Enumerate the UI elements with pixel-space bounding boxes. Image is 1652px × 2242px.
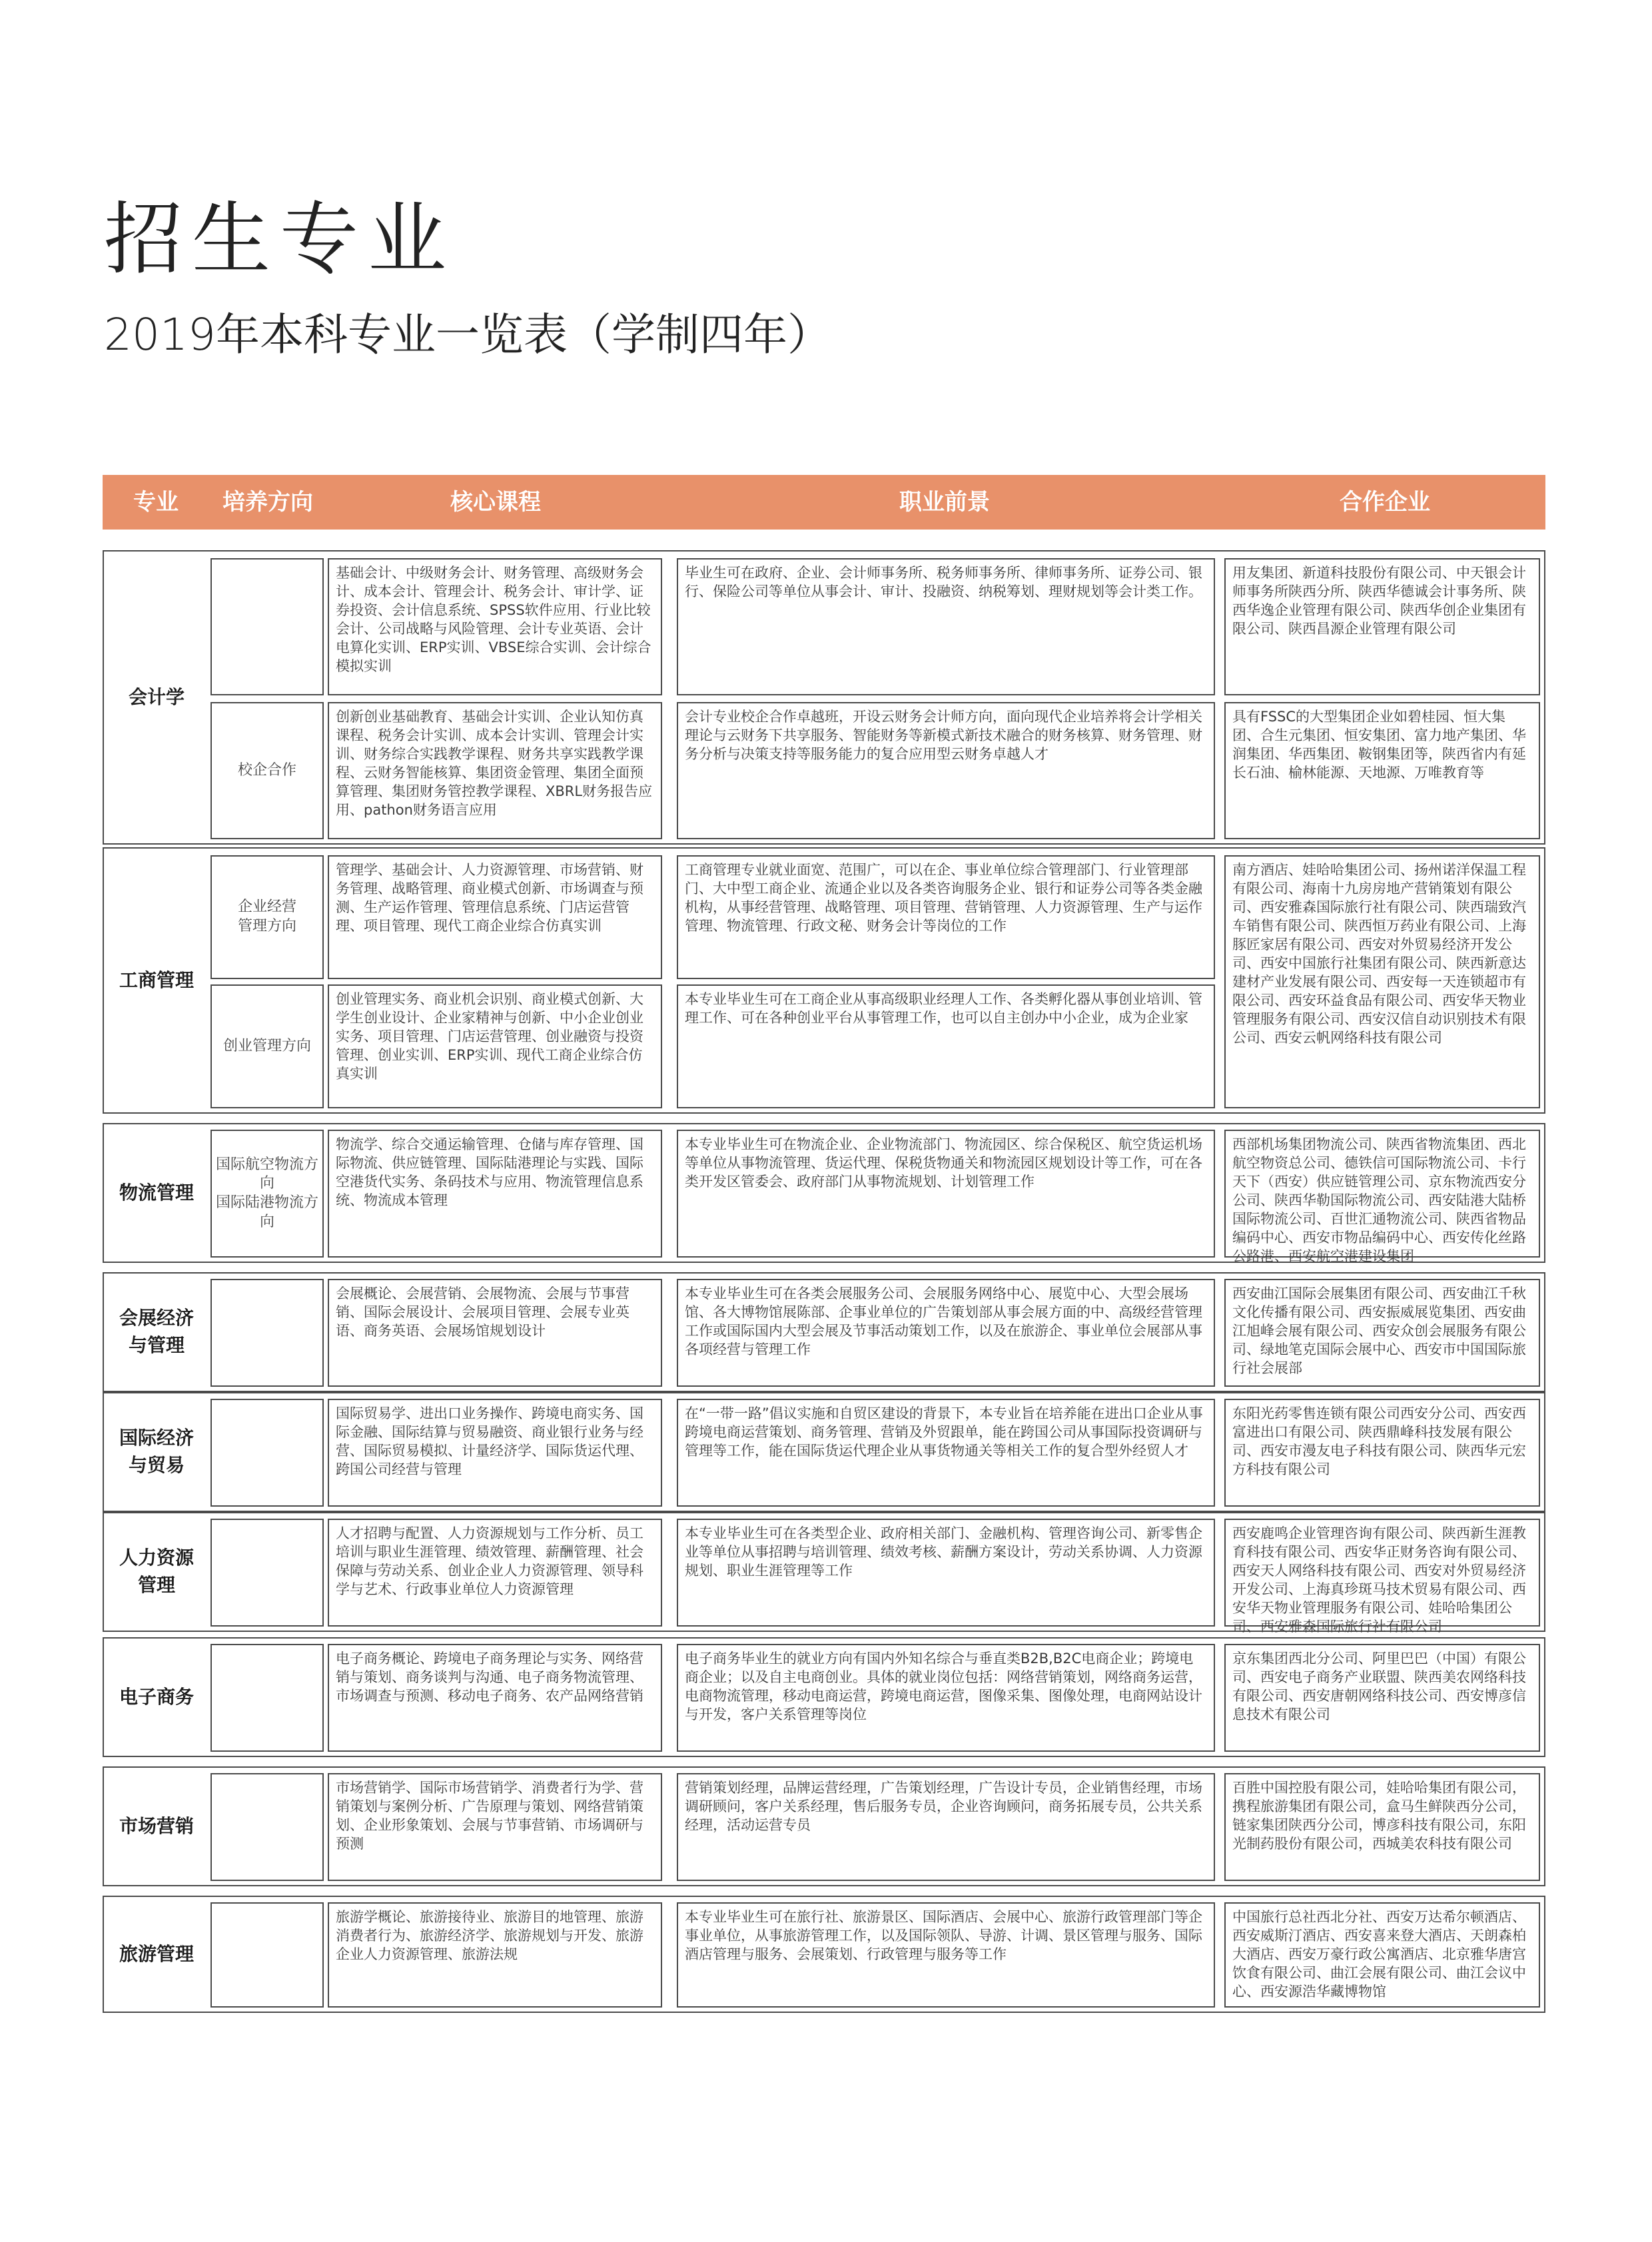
partners-cell: 京东集团西北分公司、阿里巴巴（中国）有限公司、西安电子商务产业联盟、陕西美农网络科技有限公司、西安唐朝网络科技公司、西安博彦信息技术有限公司 — [1224, 1644, 1540, 1752]
courses-cell: 人才招聘与配置、人力资源规划与工作分析、员工培训与职业生涯管理、绩效管理、薪酬管理、社会保障与劳动关系、创业企业人力资源管理、领导科学与艺术、行政事业单位人力资源管理 — [328, 1519, 662, 1627]
direction-cell — [210, 1279, 324, 1387]
prospects-cell: 本专业毕业生可在物流企业、企业物流部门、物流园区、综合保税区、航空货运机场等单位从事物流管理、货运代理、保税货物通关和物流园区规划设计等工作，可在各类开发区管委会、政府部门从事物流规划、计划管理工作 — [677, 1130, 1215, 1258]
direction-cell: 国际航空物流方向 国际陆港物流方向 — [210, 1130, 324, 1258]
partners-cell: 中国旅行总社西北分社、西安万达希尔顿酒店、西安威斯汀酒店、西安喜来登大酒店、天朗森柏大酒店、西安万豪行政公寓酒店、北京雅华唐宫饮食有限公司、曲江会展有限公司、曲江会议中心、西安源浩华藏博物馆 — [1224, 1902, 1540, 2008]
prospects-cell: 本专业毕业生可在工商企业从事高级职业经理人工作、各类孵化器从事创业培训、管理工作、可在各种创业平台从事管理工作，也可以自主创办中小企业，成为企业家 — [677, 984, 1215, 1108]
page-title: 招生专业 — [104, 193, 456, 285]
prospects-cell: 本专业毕业生可在各类会展服务公司、会展服务网络中心、展览中心、大型会展场馆、各大博物馆展陈部、企事业单位的广告策划部从事会展方面的中、高级经营管理工作或国际国内大型会展及节事活动策划工作，以及在旅游企、事业单位会展部从事各项经营与管理工作 — [677, 1279, 1215, 1387]
page-subtitle: 2019年本科专业一览表（学制四年） — [104, 309, 831, 360]
prospects-cell: 毕业生可在政府、企业、会计师事务所、税务师事务所、律师事务所、证券公司、银行、保险公司等单位从事会计、审计、投融资、纳税筹划、理财规划等会计类工作。 — [677, 558, 1215, 695]
prospects-cell: 电子商务毕业生的就业方向有国内外知名综合与垂直类B2B,B2C电商企业；跨境电商企业；以及自主电商创业。具体的就业岗位包括：网络营销策划，网络商务运营，电商物流管理，移动电商运营，跨境电商运营，图像采集、图像处理，电商网站设计与开发，客户关系管理等岗位 — [677, 1644, 1215, 1752]
direction-cell — [210, 1399, 324, 1507]
direction-cell — [210, 1519, 324, 1627]
major-name: 物流管理 — [119, 1181, 194, 1204]
partners-cell: 西安曲江国际会展集团有限公司、西安曲江千秋文化传播有限公司、西安振威展览集团、西安曲江旭峰会展有限公司、西安众创会展服务有限公司、绿地笔克国际会展中心、西安市中国国际旅行社会展部 — [1224, 1279, 1540, 1387]
major-name: 人力资源 管理 — [119, 1547, 194, 1596]
courses-cell: 市场营销学、国际市场营销学、消费者行为学、营销策划与案例分析、广告原理与策划、网络营销策划、企业形象策划、会展与节事营销、市场调研与预测 — [328, 1773, 662, 1881]
table-row-accounting — [103, 550, 1545, 845]
courses-cell: 基础会计、中级财务会计、财务管理、高级财务会计、成本会计、管理会计、税务会计、审计学、证券投资、会计信息系统、SPSS软件应用、行业比较会计、公司战略与风险管理、会计专业英语、会计电算化实训、ERP实训、VBSE综合实训、会计综合模拟实训 — [328, 558, 662, 695]
direction-cell — [210, 558, 324, 695]
partners-cell: 用友集团、新道科技股份有限公司、中天银会计师事务所陕西分所、陕西华德诚会计事务所、陕西华逸企业管理有限公司、陕西华创企业集团有限公司、陕西昌源企业管理有限公司 — [1224, 558, 1540, 695]
major-name: 电子商务 — [119, 1685, 194, 1708]
major-name: 会计学 — [128, 685, 185, 708]
courses-cell: 电子商务概论、跨境电子商务理论与实务、网络营销与策划、商务谈判与沟通、电子商务物流管理、市场调查与预测、移动电子商务、农产品网络营销 — [328, 1644, 662, 1752]
major-name: 会展经济 与管理 — [119, 1307, 194, 1356]
major-name: 市场营销 — [119, 1814, 194, 1837]
prospects-cell: 本专业毕业生可在旅行社、旅游景区、国际酒店、会展中心、旅游行政管理部门等企事业单位，从事旅游管理工作，以及国际领队、导游、计调、景区管理与服务、国际酒店管理与服务、会展策划、行政管理与服务等工作 — [677, 1902, 1215, 2008]
header-prospects: 职业前景 — [899, 489, 990, 516]
courses-cell: 旅游学概论、旅游接待业、旅游目的地管理、旅游消费者行为、旅游经济学、旅游规划与开发、旅游企业人力资源管理、旅游法规 — [328, 1902, 662, 2008]
courses-cell: 创业管理实务、商业机会识别、商业模式创新、大学生创业设计、企业家精神与创新、中小企业创业实务、项目管理、门店运营管理、创业融资与投资管理、创业实训、ERP实训、现代工商企业综合仿真实训 — [328, 984, 662, 1108]
header-courses: 核心课程 — [450, 489, 541, 516]
direction-cell: 校企合作 — [210, 702, 324, 839]
major-name: 工商管理 — [119, 968, 194, 991]
direction-cell: 企业经营管理方向 — [210, 855, 324, 979]
partners-cell: 百胜中国控股有限公司，娃哈哈集团有限公司，携程旅游集团有限公司，盒马生鲜陕西分公司，链家集团陕西分公司，博彦科技有限公司，东阳光制药股份有限公司，西城美农科技有限公司 — [1224, 1773, 1540, 1881]
direction-cell — [210, 1773, 324, 1881]
courses-cell: 物流学、综合交通运输管理、仓储与库存管理、国际物流、供应链管理、国际陆港理论与实践、国际空港货代实务、条码技术与应用、物流管理信息系统、物流成本管理 — [328, 1130, 662, 1258]
courses-cell: 国际贸易学、进出口业务操作、跨境电商实务、国际金融、国际结算与贸易融资、商业银行业务与经营、国际贸易模拟、计量经济学、国际货运代理、跨国公司经营与管理 — [328, 1399, 662, 1507]
major-name: 旅游管理 — [119, 1942, 194, 1965]
table-row-exhibition — [103, 1272, 1545, 1392]
courses-cell: 管理学、基础会计、人力资源管理、市场营销、财务管理、战略管理、商业模式创新、市场调查与预测、生产运作管理、管理信息系统、门店运营管理、项目管理、现代工商企业综合仿真实训 — [328, 855, 662, 979]
header-major: 专业 — [133, 489, 179, 516]
prospects-cell: 在“一带一路”倡议实施和自贸区建设的背景下，本专业旨在培养能在进出口企业从事跨境电商运营策划、商务管理、营销及外贸跟单，能在跨国公司从事国际投资调研与管理等工作，能在国际货运代理企业从事货物通关等相关工作的复合型外经贸人才 — [677, 1399, 1215, 1507]
header-partners: 合作企业 — [1340, 489, 1430, 516]
prospects-cell: 会计专业校企合作卓越班，开设云财务会计师方向，面向现代企业培养将会计学相关理论与云财务下共享服务、智能财务等新模式新技术融合的财务核算、财务管理、财务分析与决策支持等服务能力的复合应用型云财务卓越人才 — [677, 702, 1215, 839]
major-name: 国际经济 与贸易 — [119, 1427, 194, 1476]
partners-cell: 西安鹿鸣企业管理咨询有限公司、陕西新生涯教育科技有限公司、西安华正财务咨询有限公司、西安天人网络科技有限公司、西安对外贸易经济开发公司、上海真珍斑马技术贸易有限公司、西安华天物业管理服务有限公司、娃哈哈集团公司、西安雅森国际旅行社有限公司 — [1224, 1519, 1540, 1627]
table-row-ecommerce — [103, 1637, 1545, 1757]
partners-cell: 具有FSSC的大型集团企业如碧桂园、恒大集团、合生元集团、恒安集团、富力地产集团、华润集团、华西集团、鞍钢集团等，陕西省内有延长石油、榆林能源、天地源、万唯教育等 — [1224, 702, 1540, 839]
table-row-tourism — [103, 1896, 1545, 2013]
table-row-logistics — [103, 1123, 1545, 1263]
table-header — [103, 475, 1545, 530]
header-direction: 培养方向 — [222, 489, 313, 516]
partners-cell: 西部机场集团物流公司、陕西省物流集团、西北航空物资总公司、德铁信可国际物流公司、卡行天下（西安）供应链管理公司、京东物流西安分公司、陕西华勒国际物流公司、西安陆港大陆桥国际物流公司、百世汇通物流公司、陕西省物品编码中心、西安市物品编码中心、西安传化丝路公路港、西安航空港建设集团 — [1224, 1130, 1540, 1258]
prospects-cell: 本专业毕业生可在各类型企业、政府相关部门、金融机构、管理咨询公司、新零售企业等单位从事招聘与培训管理、绩效考核、薪酬方案设计，劳动关系协调、人力资源规划、职业生涯管理等工作 — [677, 1519, 1215, 1627]
direction-cell — [210, 1902, 324, 2008]
partners-cell: 南方酒店、娃哈哈集团公司、扬州诺洋保温工程有限公司、海南十九房房地产营销策划有限公司、西安雅森国际旅行社有限公司、陕西瑞致汽车销售有限公司、陕西恒万药业有限公司、上海豚匠家居有限公司、西安对外贸易经济开发公司、西安中国旅行社集团有限公司、陕西新意达建材产业发展有限公司、西安每一天连锁超市有限公司、西安环益食品有限公司、西安华天物业管理服务有限公司、西安汉信自动识别技术有限公司、西安云帆网络科技有限公司 — [1224, 855, 1540, 1108]
courses-cell: 会展概论、会展营销、会展物流、会展与节事营销、国际会展设计、会展项目管理、会展专业英语、商务英语、会展场馆规划设计 — [328, 1279, 662, 1387]
direction-cell — [210, 1644, 324, 1752]
table-row-marketing — [103, 1766, 1545, 1886]
table-row-business-admin — [103, 847, 1545, 1114]
prospects-cell: 工商管理专业就业面宽、范围广，可以在企、事业单位综合管理部门、行业管理部门、大中型工商企业、流通企业以及各类咨询服务企业、银行和证券公司等各类金融机构，从事经营管理、战略管理、项目管理、营销管理、人力资源管理、生产与运作管理、物流管理、行政文秘、财务会计等岗位的工作 — [677, 855, 1215, 979]
direction-cell: 创业管理方向 — [210, 984, 324, 1108]
table-row-hr — [103, 1512, 1545, 1635]
prospects-cell: 营销策划经理，品牌运营经理，广告策划经理，广告设计专员，企业销售经理，市场调研顾问，客户关系经理，售后服务专员，企业咨询顾问，商务拓展专员，公共关系经理，活动运营专员 — [677, 1773, 1215, 1881]
table-row-trade — [103, 1392, 1545, 1512]
partners-cell: 东阳光药零售连锁有限公司西安分公司、西安西富进出口有限公司、陕西鼎峰科技发展有限公司、西安市漫友电子科技有限公司、陕西华元宏方科技有限公司 — [1224, 1399, 1540, 1507]
courses-cell: 创新创业基础教育、基础会计实训、企业认知仿真课程、税务会计实训、成本会计实训、管理会计实训、财务综合实践教学课程、财务共享实践教学课程、云财务智能核算、集团资金管理、集团全面预算管理、集团财务管控教学课程、XBRL财务报告应用、pathon财务语言应用 — [328, 702, 662, 839]
